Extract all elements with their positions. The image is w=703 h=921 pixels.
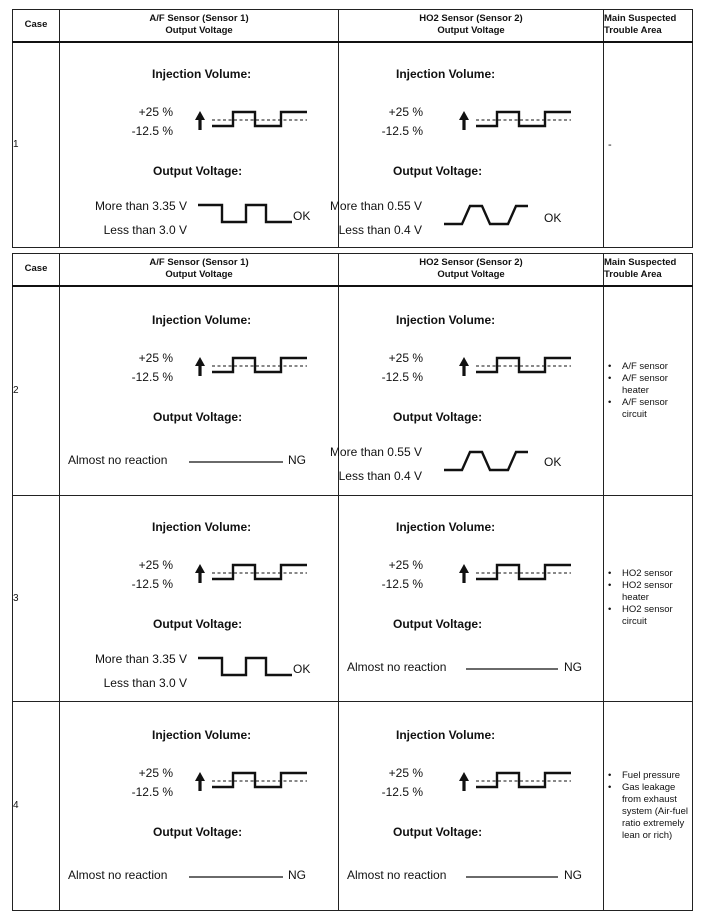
up-arrow-icon [459,357,469,376]
af-cell [60,495,339,701]
result-ng: NG [288,867,306,882]
trouble-area-item: • A/F sensor [608,361,688,373]
injection-volume-title: Injection Volume: [152,312,252,327]
result-ng: NG [288,452,306,467]
trouble-area-cell [604,286,693,496]
header-af-line2: Output Voltage [165,25,233,37]
result-ok: OK [293,661,311,676]
header-af-line2: Output Voltage [165,269,233,281]
header-ho2-sensor [339,10,604,42]
header-ho2-line2: Output Voltage [437,25,505,37]
header-af-line1: A/F Sensor (Sensor 1) [149,13,249,25]
case-number: 3 [13,495,60,701]
output-voltage-title: Output Voltage: [393,617,483,631]
injection-volume-title: Injection Volume: [152,66,252,81]
trouble-area-list [604,770,692,842]
af-output-waveform [198,653,298,681]
af-cell [60,286,339,496]
up-arrow-icon [195,564,205,583]
header-area-line1: Main Suspected [604,257,677,269]
output-voltage-title: Output Voltage: [153,409,243,424]
lower-voltage-label: Less than 0.4 V [338,222,422,237]
header-ho2-line1: HO2 Sensor (Sensor 2) [419,13,523,25]
no-reaction-label: Almost no reaction [347,867,447,882]
output-voltage-title: Output Voltage: [393,409,483,424]
injection-square-wave [212,773,307,787]
trouble-area-item: • A/F sensor circuit [608,397,688,421]
af-cell [60,701,339,910]
result-ok: OK [293,208,311,223]
case-number: 2 [13,286,60,496]
injection-volume-title: Injection Volume: [396,727,496,742]
injection-square-wave [212,358,307,372]
injection-volume-title: Injection Volume: [152,727,252,742]
upper-voltage-label: More than 0.55 V [329,444,422,459]
no-reaction-flat-line [466,667,558,671]
upper-voltage-label: More than 3.35 V [94,652,187,666]
injection-waveform [459,352,574,380]
case-row [13,495,693,701]
trouble-area-item: • A/F sensor heater [608,373,688,397]
no-reaction-label: Almost no reaction [68,867,168,882]
minus-12-5-label: -12.5 % [381,369,423,384]
plus-25-label: +25 % [138,104,173,119]
result-ok: OK [544,210,562,225]
injection-waveform [459,106,574,134]
minus-12-5-label: -12.5 % [131,123,173,138]
trouble-area-list [604,361,692,421]
up-arrow-icon [195,772,205,791]
diagnosis-table-2 [12,253,693,911]
upper-voltage-label: More than 0.55 V [329,198,422,213]
injection-volume-title: Injection Volume: [396,312,496,327]
case-number: 1 [13,42,60,248]
diagnosis-table-1 [12,9,693,248]
injection-square-wave [476,565,571,579]
header-case: Case [13,10,60,42]
output-response-line [444,452,528,470]
injection-waveform [195,767,310,795]
ho2-output-waveform [444,446,544,474]
up-arrow-icon [459,111,469,130]
minus-12-5-label: -12.5 % [131,369,173,384]
output-response-line [198,658,292,675]
trouble-area-cell [604,495,693,701]
trouble-area-cell [604,42,693,248]
output-voltage-title: Output Voltage: [153,163,243,178]
injection-square-wave [212,112,307,126]
case-row [13,701,693,910]
injection-volume-title: Injection Volume: [396,520,496,534]
output-response-line [198,205,292,222]
case-number: 4 [13,701,60,910]
minus-12-5-label: -12.5 % [381,784,423,799]
trouble-area-cell [604,701,693,910]
upper-voltage-label: More than 3.35 V [94,198,187,213]
no-reaction-flat-line [189,460,283,464]
header-ho2-sensor [339,254,604,286]
injection-waveform [195,559,310,587]
up-arrow-icon [195,357,205,376]
case-row [13,42,693,248]
no-reaction-flat-line [189,875,283,879]
injection-waveform [459,559,574,587]
output-voltage-title: Output Voltage: [153,824,243,839]
no-reaction-label: Almost no reaction [68,452,168,467]
lower-voltage-label: Less than 0.4 V [338,468,422,483]
injection-square-wave [212,565,307,579]
trouble-area-list [604,568,692,628]
injection-square-wave [476,773,571,787]
minus-12-5-label: -12.5 % [381,123,423,138]
injection-volume-title: Injection Volume: [396,66,496,81]
af-cell [60,42,339,248]
trouble-area-item: • HO2 sensor heater [608,580,688,604]
header-ho2-line2: Output Voltage [437,269,505,281]
injection-waveform [459,767,574,795]
trouble-area-item: • Gas leakage from exhaust system (Air-fuel ratio extremely lean or rich) [608,782,688,842]
plus-25-label: +25 % [138,765,173,780]
trouble-area-item: • HO2 sensor [608,568,688,580]
injection-waveform [195,352,310,380]
plus-25-label: +25 % [388,104,423,119]
trouble-area-item: • Fuel pressure [608,770,688,782]
header-trouble-area [604,254,693,286]
header-area-line1: Main Suspected [604,13,677,25]
header-af-line1: A/F Sensor (Sensor 1) [149,257,249,269]
injection-volume-title: Injection Volume: [152,520,252,534]
header-area-line2: Trouble Area [604,269,662,281]
plus-25-label: +25 % [138,350,173,365]
output-voltage-title: Output Voltage: [153,617,243,631]
output-voltage-title: Output Voltage: [393,824,483,839]
header-af-sensor [60,254,339,286]
result-ng: NG [564,867,582,882]
up-arrow-icon [459,772,469,791]
no-reaction-flat-line [466,875,558,879]
plus-25-label: +25 % [388,558,423,572]
injection-square-wave [476,112,571,126]
table-header-row [13,254,693,286]
ho2-cell [339,701,604,910]
ho2-output-waveform [444,200,544,228]
ho2-cell [329,286,604,496]
lower-voltage-label: Less than 3.0 V [103,222,187,237]
header-case: Case [13,254,60,286]
up-arrow-icon [195,111,205,130]
table-header-row [13,10,693,42]
plus-25-label: +25 % [388,350,423,365]
trouble-area-none: - [608,138,612,151]
injection-square-wave [476,358,571,372]
ho2-cell [329,42,604,248]
header-af-sensor [60,10,339,42]
ho2-cell [339,495,604,701]
header-trouble-area [604,10,693,42]
header-area-line2: Trouble Area [604,25,662,37]
output-voltage-title: Output Voltage: [393,163,483,178]
minus-12-5-label: -12.5 % [131,784,173,799]
no-reaction-label: Almost no reaction [347,660,447,674]
plus-25-label: +25 % [388,765,423,780]
minus-12-5-label: -12.5 % [131,577,173,591]
af-output-waveform [198,200,298,228]
plus-25-label: +25 % [138,558,173,572]
lower-voltage-label: Less than 3.0 V [103,676,187,690]
trouble-area-item: • HO2 sensor circuit [608,604,688,628]
up-arrow-icon [459,564,469,583]
case-row [13,286,693,496]
result-ok: OK [544,454,562,469]
result-ng: NG [564,660,582,674]
output-response-line [444,206,528,224]
minus-12-5-label: -12.5 % [381,577,423,591]
header-ho2-line1: HO2 Sensor (Sensor 2) [419,257,523,269]
injection-waveform [195,106,310,134]
